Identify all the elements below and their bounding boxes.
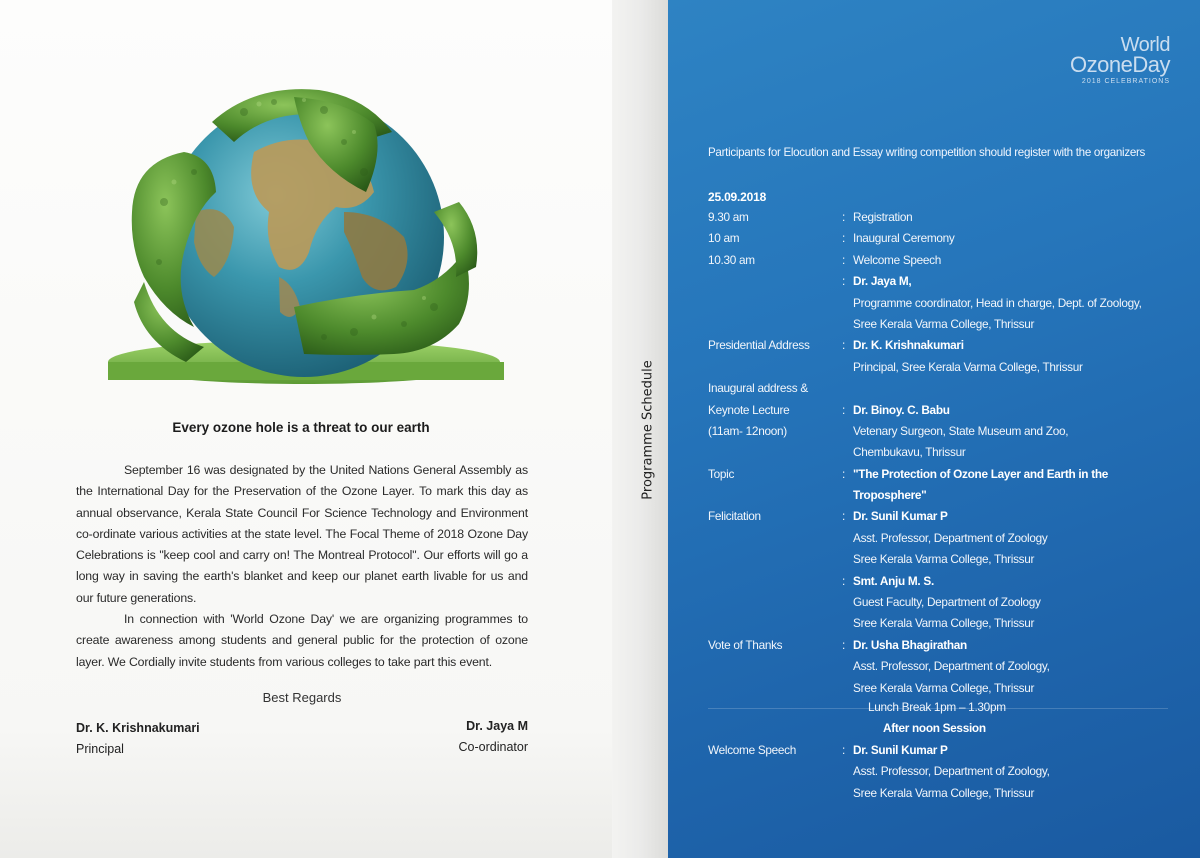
lunch-break-text: Lunch Break 1pm – 1.30pm — [868, 700, 1006, 714]
earth-recycle-illustration — [104, 62, 508, 384]
paragraph-2: In connection with 'World Ozone Day' we are organizing programmes to create awareness among students and general public for the protection of ozone layer. We Cordially invite students from various colleges to take part this event. — [76, 612, 528, 669]
lunch-break — [708, 698, 1178, 719]
schedule-row — [708, 465, 1178, 486]
schedule-label: Presidential Address — [708, 338, 810, 353]
afternoon-schedule — [708, 698, 1178, 805]
schedule-value: Asst. Professor, Department of Zoology — [853, 530, 1048, 545]
schedule-row — [708, 336, 1178, 357]
headline: Every ozone hole is a threat to our earth — [172, 420, 430, 435]
schedule-row — [708, 784, 1178, 805]
schedule-row — [708, 251, 1178, 272]
schedule-label: (11am- 12noon) — [708, 423, 787, 438]
signature-principal — [76, 718, 200, 760]
schedule-row — [708, 614, 1178, 635]
schedule-row — [708, 741, 1178, 762]
registration-note: Participants for Elocution and Essay writing competition should register with the organizers — [708, 146, 1146, 159]
schedule-value: Dr. Jaya M, — [853, 274, 912, 289]
schedule-value: Registration — [853, 210, 913, 224]
schedule-value: Welcome Speech — [853, 252, 942, 267]
schedule-label: 10.30 am — [708, 252, 755, 267]
schedule-colon: : — [842, 402, 845, 417]
schedule-value: Dr. Binoy. C. Babu — [853, 402, 950, 417]
schedule-value: Guest Faculty, Department of Zoology — [853, 595, 1041, 610]
schedule-value: Asst. Professor, Department of Zoology, — [853, 764, 1050, 779]
schedule-colon: : — [842, 274, 845, 289]
schedule-colon: : — [842, 338, 845, 353]
schedule-value: Dr. Sunil Kumar P — [853, 509, 948, 524]
afternoon-session-text: After noon Session — [883, 721, 986, 736]
schedule-row — [708, 762, 1178, 783]
schedule-value: "The Protection of Ozone Layer and Earth in the — [853, 466, 1108, 481]
schedule-colon: : — [842, 637, 845, 652]
schedule-row — [708, 550, 1178, 571]
schedule-row — [708, 529, 1178, 550]
schedule-row — [708, 272, 1178, 293]
schedule-value: Vetenary Surgeon, State Museum and Zoo, — [853, 423, 1069, 438]
schedule-row — [708, 593, 1178, 614]
schedule-value: Smt. Anju M. S. — [853, 573, 934, 588]
schedule-value: Programme coordinator, Head in charge, Dept. of Zoology, — [853, 295, 1142, 310]
world-ozone-day-logo: World OzoneDay 2018 CELEBRATIONS — [1070, 34, 1170, 85]
schedule-label: Keynote Lecture — [708, 402, 790, 417]
schedule-label: Welcome Speech — [708, 742, 797, 757]
schedule-colon: : — [842, 573, 845, 588]
schedule-label: Topic — [708, 466, 735, 481]
signatory-role: Principal — [76, 742, 124, 756]
schedule-value: Sree Kerala Varma College, Thrissur — [853, 785, 1035, 800]
afternoon-session-heading — [708, 719, 1178, 740]
schedule-value: Sree Kerala Varma College, Thrissur — [853, 616, 1035, 631]
schedule-row — [708, 401, 1178, 422]
schedule-row — [708, 443, 1178, 464]
schedule-colon: : — [842, 466, 845, 481]
schedule-value: Troposphere" — [853, 488, 927, 503]
schedule-row — [708, 679, 1178, 700]
closing-regards: Best Regards — [262, 690, 342, 705]
signatory-name: Dr. Jaya M — [466, 719, 528, 733]
schedule-colon: : — [842, 252, 845, 267]
spine-title: Programme Schedule — [640, 360, 656, 500]
schedule-table — [708, 208, 1178, 700]
signature-coordinator — [459, 716, 528, 758]
schedule-value: Sree Kerala Varma College, Thrissur — [853, 316, 1035, 331]
schedule-row — [708, 422, 1178, 443]
schedule-label: 9.30 am — [708, 210, 749, 224]
schedule-label: Vote of Thanks — [708, 637, 783, 652]
schedule-row — [708, 379, 1178, 400]
schedule-value: Sree Kerala Varma College, Thrissur — [853, 552, 1035, 567]
schedule-row — [708, 358, 1178, 379]
schedule-row — [708, 315, 1178, 336]
schedule-row — [708, 636, 1178, 657]
schedule-row — [708, 229, 1178, 250]
schedule-value: Dr. K. Krishnakumari — [853, 338, 964, 353]
schedule-value: Sree Kerala Varma College, Thrissur — [853, 680, 1035, 695]
schedule-row — [708, 486, 1178, 507]
schedule-row — [708, 294, 1178, 315]
schedule-row — [708, 507, 1178, 528]
schedule-label: 10 am — [708, 231, 740, 246]
schedule-label: Felicitation — [708, 509, 761, 524]
schedule-value: Dr. Sunil Kumar P — [853, 742, 948, 757]
invitation-body — [76, 460, 528, 673]
schedule-date: 25.09.2018 — [708, 190, 767, 204]
paragraph-1: September 16 was designated by the United Nations General Assembly as the International Day for the Preservation of the Ozone Layer. To mark this day as annual observance, Kerala State Council For Science Technology and Environment co-ordinate various activities at the state level. The Focal Theme of 2018 Ozone Day Celebrations is "keep cool and carry on! The Montreal Protocol". Our efforts will go a long way in saving the earth's blanket and keep our planet earth livable for us and our future generations. — [76, 463, 528, 605]
schedule-colon: : — [842, 742, 845, 757]
schedule-row — [708, 657, 1178, 678]
schedule-row — [708, 208, 1178, 229]
schedule-value: Inaugural Ceremony — [853, 231, 955, 246]
schedule-value: Dr. Usha Bhagirathan — [853, 637, 967, 652]
schedule-value: Chembukavu, Thrissur — [853, 445, 966, 460]
schedule-colon: : — [842, 210, 845, 224]
schedule-label: Inaugural address & — [708, 381, 808, 396]
schedule-value: Asst. Professor, Department of Zoology, — [853, 659, 1050, 674]
schedule-colon: : — [842, 231, 845, 246]
schedule-row — [708, 572, 1178, 593]
signatory-name: Dr. K. Krishnakumari — [76, 721, 200, 735]
signatory-role: Co-ordinator — [458, 740, 528, 754]
schedule-value: Principal, Sree Kerala Varma College, Thrissur — [853, 359, 1083, 374]
schedule-colon: : — [842, 509, 845, 524]
